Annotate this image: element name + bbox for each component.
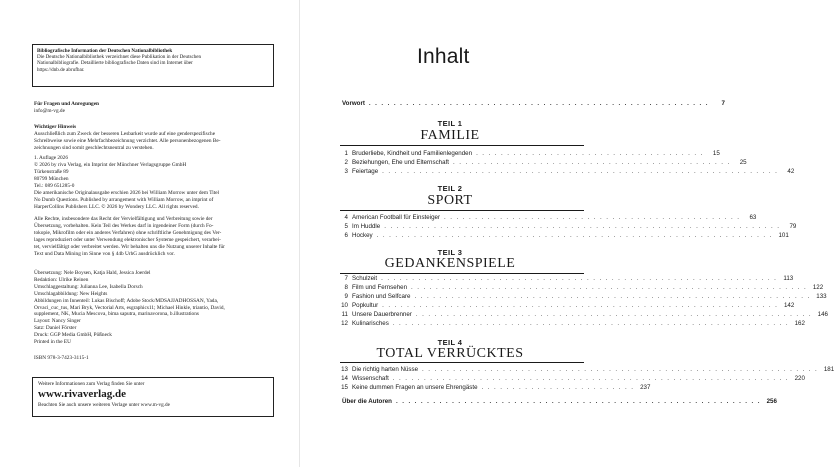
toc-entry-page: 181 (823, 366, 834, 373)
credit-line: supplement, NK, Mucia Mescova, bima saputra, marinavorona, b.illustrations (34, 311, 199, 318)
part-4-rule (340, 362, 584, 363)
imprint-page (0, 0, 300, 467)
toc-leader-dots: . . . . . . . . . . . . . . . . . . . . . . . . . . . . . . . . . . . . . . . . . . . . . . . . . . . . . . . (368, 100, 709, 107)
credit-line: Orvaci_cuc_tus, Mari Bryk, Vectorial Arts, esgraphics11; Michael Hinkle, triantio, David, (34, 304, 225, 311)
toc-entry-number: 12 (341, 320, 348, 327)
notice-section (34, 124, 276, 152)
part-3-title: GEDANKENSPIELE (384, 256, 516, 271)
toc-entry-page: 25 (739, 159, 747, 166)
toc-entry-title: Unsere Dauerbrenner (352, 311, 412, 318)
toc-entry[interactable] (340, 159, 747, 167)
toc-entry-title: Kulinarisches (352, 320, 389, 327)
toc-entry[interactable] (340, 366, 834, 374)
edition-line: Tel.: 089 651285-0 (34, 182, 75, 189)
toc-entry-page: 133 (816, 293, 827, 300)
toc-entry[interactable] (340, 150, 720, 158)
contact-email: info@m-vg.de (34, 107, 65, 114)
toc-entry-title: Bruderliebe, Kindheit und Familienlegenden (352, 150, 473, 157)
toc-entry-number: 14 (341, 375, 348, 382)
notice-heading: Wichtiger Hinweis (34, 124, 77, 130)
credit-line: Abbildungen im Innenteil: Lukas Bischoff; Adobe Stock/MDSAJJADHOSSAN, Yada, (34, 297, 219, 304)
toc-leader-dots: . . . . . . . . . . . . . . . . . . . . . . . . . . . . . . . . . . . . . . . . . . . . . . . . . . . . . . . . . . . . . . . . (384, 223, 781, 230)
edition-line: © 2026 by riva Verlag, ein Imprint der Münchner Verlagsgruppe GmbH (34, 161, 187, 168)
credit-line: Umschlaggestaltung: Julianna Lee, Isabella Dorsch (34, 283, 143, 290)
notice-line: zeichnungen sind somit geschlechtsneutral zu verstehen. (34, 144, 154, 151)
part-1-rule (340, 145, 584, 146)
toc-entry[interactable] (340, 275, 794, 283)
toc-entry[interactable] (340, 293, 827, 301)
bibliographic-info-heading: Bibliografische Information der Deutschen Nationalbibliothek (37, 48, 173, 54)
toc-entry-page: 256 (766, 398, 777, 405)
toc-entry[interactable] (340, 214, 757, 222)
bibliographic-info-box (32, 44, 274, 87)
toc-entry[interactable] (340, 168, 795, 176)
toc-entry[interactable] (340, 320, 805, 328)
rights-line: Text und Data Mining im Sinne von § 44b UrhG ausdrücklich vor. (34, 250, 175, 257)
toc-leader-dots: . . . . . . . . . . . . . . . . . . . . . . . . . . . . . . . . . . . . . . . . . . . . . . . . . . . . . . . . . . . . . . . . (411, 284, 808, 291)
bibliographic-info-line: https://dnb.de abrufbar. (37, 66, 85, 73)
toc-entry-title: Popkultur (352, 302, 379, 309)
publisher-website[interactable]: www.rivaverlag.de (38, 388, 126, 400)
toc-entry-title: Feiertage (352, 168, 379, 175)
rights-line: lages reproduziert oder unter Verwendung elektronischer Systeme gespeichert, verarbei- (34, 236, 221, 243)
edition-line: 80799 München (34, 175, 69, 182)
toc-entry-page: 42 (787, 168, 795, 175)
original-edition-line: No Dumb Questions. Published by arrangement with William Morrow, an imprint of (34, 196, 214, 203)
toc-entry-title: Schulzeit (352, 275, 378, 282)
part-3-label: TEIL 3 (437, 248, 463, 257)
toc-entry-page: 101 (778, 232, 789, 239)
credit-line: Printed in the EU (34, 339, 71, 346)
toc-entry-number: 6 (344, 232, 348, 239)
part-1-label: TEIL 1 (437, 119, 463, 128)
credit-line: Druck: GGP Media GmbH, Pößneck (34, 332, 112, 339)
notice-line: Ausschließlich zum Zweck der besseren Lesbarkeit wurde auf eine genderspezifische (34, 130, 216, 137)
toc-leader-dots: . . . . . . . . . . . . . . . . . . . . . . . . . . . . . . . . . . . . . . . . . . . . . . . . . . . . . . . . . . . . . . . . (392, 375, 789, 382)
toc-entry-page: 142 (783, 302, 795, 309)
toc-entry[interactable] (340, 302, 795, 310)
part-1-title: FAMILIE (420, 128, 480, 143)
toc-entry-title: Film und Fernsehen (352, 284, 408, 291)
toc-entry-number: 9 (344, 293, 348, 300)
original-edition-line: Die amerikanische Originalausgabe erschien 2026 bei William Morrow unter dem Titel (34, 190, 220, 196)
original-edition-section (34, 190, 276, 211)
toc-entry-number: 4 (344, 214, 348, 221)
toc-entry[interactable] (340, 384, 651, 392)
toc-entry-page: 15 (712, 150, 720, 157)
part-2-label: TEIL 2 (437, 184, 463, 193)
toc-leader-dots: . . . . . . . . . . . . . . . . . . . . . . . . . . . . . . . . . . . . . . . . . . . . . . . . . . . . . . . . . . . . . . . . (392, 320, 789, 327)
rights-line: tokopie, Mikrofilm oder ein anderes Verfahren) ohne schriftliche Genehmigung des Ver- (34, 229, 222, 236)
part-4-title: TOTAL VERRÜCKTES (376, 346, 524, 361)
toc-leader-dots: . . . . . . . . . . . . . . . . . . . . . . . . . . . . . . . . . . . . . . . . . . . . . . . . . . . . . . . . . . . . . . . . (414, 293, 811, 300)
rights-line: Übersetzung, vorbehalten. Kein Teil des Werkes darf in irgendeiner Form (durch Fo- (34, 222, 214, 229)
contact-heading: Für Fragen und Anregungen (34, 101, 99, 107)
part-3-rule (340, 273, 584, 274)
toc-entry[interactable] (340, 375, 805, 383)
notice-line: Schreibweise sowie eine Mehrfachbezeichnung verzichtet. Alle personenbezogenen Be- (34, 137, 221, 144)
toc-entry-number: 8 (344, 284, 348, 291)
toc-leader-dots: . . . . . . . . . . . . . . . . . . . . . . . . . . . . . . . . . . . . . . . . . . . . . . . . . . . . . . . . . . . . . . . . (382, 302, 779, 309)
toc-leader-dots: . . . . . . . . . . . . . . . . . . . . . . . . . . . . . . . . . . . . . . . . . . . . . . . . (444, 214, 741, 221)
toc-leader-dots: . . . . . . . . . . . . . . . . . . . . . . . . . . . . . . . . . . . . . . . . . . . . . . . . . . . . . . . . . . . (395, 398, 761, 405)
toc-entry-page: 7 (721, 100, 725, 107)
toc-entry-number: 11 (341, 311, 348, 318)
toc-entry-number: 10 (341, 302, 348, 309)
toc-entry-page: 220 (794, 375, 805, 382)
edition-line: Türkenstraße 89 (34, 168, 69, 175)
bibliographic-info-line: Die Deutsche Nationalbibliothek verzeichnet diese Publikation in der Deutschen (37, 54, 202, 61)
edition-line: 1. Auflage 2026 (34, 155, 68, 161)
toc-entry[interactable] (340, 284, 824, 292)
toc-leader-dots: . . . . . . . . . . . . . . . . . . . . . . . . . . . . . . . . . . . . . . . . . . . . . . . . . . . . . . . . . . . . . . . . (422, 366, 819, 373)
toc-leader-dots: . . . . . . . . . . . . . . . . . . . . . . . . . . . . . . . . . . . . . . . . . . . . . (453, 159, 731, 166)
toc-entry-number: 13 (341, 366, 348, 373)
original-edition-line: HarperCollins Publishers LLC. © 2026 by Wondery LLC. All rights reserved. (34, 203, 199, 210)
toc-entry-title: Keine dummen Fragen an unsere Ehrengäste (352, 384, 478, 391)
toc-entry-number: 5 (344, 223, 348, 230)
toc-entry-title: Vorwort (342, 100, 365, 107)
part-4-label: TEIL 4 (437, 338, 463, 347)
toc-leader-dots: . . . . . . . . . . . . . . . . . . . . . . . . . . . . . . . . . . . . . . . . . . . . . . . . . . . . . . . . . . . . . . . . (382, 168, 779, 175)
credit-line: Übersetzung: Nele Boysen, Katja Hald, Jessica Joerdel (34, 270, 151, 276)
toc-entry-page: 162 (794, 320, 805, 327)
toc-entry-title: Im Huddle (352, 223, 381, 230)
toc-entry-title: American Football für Einsteiger (352, 214, 441, 221)
part-2-rule (340, 210, 584, 211)
toc-entry-title: Über die Autoren (342, 398, 392, 405)
toc-leader-dots: . . . . . . . . . . . . . . . . . . . . . . . . . . . . . . . . . . . . . . . . . . . . . . . . . . . . . . . . . . . . . . . . (381, 275, 778, 282)
toc-leader-dots: . . . . . . . . . . . . . . . . . . . . . . . . . . . . . . . . . . . . . (476, 150, 704, 157)
toc-entry-number: 1 (344, 150, 348, 157)
part-2-title: SPORT (427, 193, 473, 208)
publisher-info-box (32, 377, 274, 417)
toc-entry-authors[interactable] (342, 398, 777, 406)
rights-section (34, 216, 276, 257)
rights-line: Alle Rechte, insbesondere das Recht der Vervielfältigung und Verbreitung sowie der (34, 216, 213, 222)
toc-entry-page: 79 (789, 223, 797, 230)
toc-entry-number: 15 (341, 384, 348, 391)
credit-line: Layout: Nancy Singer (34, 318, 81, 325)
toc-entry-title: Beziehungen, Ehe und Elternschaft (352, 159, 450, 166)
publisher-info-intro: Weitere Informationen zum Verlag finden Sie unter (38, 381, 145, 387)
publisher-more-info: Beachten Sie auch unsere weiteren Verlage unter www.m-vg.de (38, 402, 170, 408)
credit-line: Satz: Daniel Förster (34, 325, 77, 332)
credits-section (34, 270, 276, 346)
toc-entry-page: 113 (783, 275, 794, 282)
toc-entry-vorwort[interactable] (342, 100, 725, 108)
toc-entry[interactable] (340, 311, 828, 319)
toc-entry-page: 122 (812, 284, 824, 291)
toc-entry-number: 7 (344, 275, 348, 282)
toc-entry-page: 146 (817, 311, 828, 318)
toc-entry-number: 3 (344, 168, 348, 175)
contents-title: Inhalt (417, 45, 470, 68)
toc-entry-title: Hockey (352, 232, 373, 239)
toc-entry-page: 63 (749, 214, 757, 221)
toc-entry-title: Wissenschaft (352, 375, 389, 382)
contact-section (34, 101, 276, 115)
credit-line: Umschlagabbildung: New Heights (34, 290, 108, 297)
toc-leader-dots: . . . . . . . . . . . . . . . . . . . . . . . . . . . . . . . . . . . . . . . . . . . . . . . . . . . . . . . . . . . . . . . . (376, 232, 773, 239)
toc-entry-title: Die richtig harten Nüsse (352, 366, 419, 373)
toc-leader-dots: . . . . . . . . . . . . . . . . . . . . . . . . . (481, 384, 635, 391)
toc-entry-page: 237 (640, 384, 651, 391)
toc-entry[interactable] (340, 232, 789, 240)
edition-section (34, 155, 276, 190)
bibliographic-info-line: Nationalbibliografie. Detaillierte bibliografische Daten sind im Internet über (37, 60, 193, 67)
toc-entry-title: Fashion und Selfcare (352, 293, 411, 300)
toc-leader-dots: . . . . . . . . . . . . . . . . . . . . . . . . . . . . . . . . . . . . . . . . . . . . . . . . . . . . . . . . . . . . . . . . (415, 311, 812, 318)
toc-entry-number: 2 (344, 159, 348, 166)
isbn: ISBN 978-3-7423-3115-1 (34, 355, 89, 361)
rights-line: tet, vervielfältigt oder verbreitet werden. Wir behalten uns die Nutzung unserer Inhalte für (34, 243, 225, 250)
toc-entry[interactable] (340, 223, 797, 231)
credit-line: Redaktion: Ulrike Reinen (34, 276, 89, 283)
